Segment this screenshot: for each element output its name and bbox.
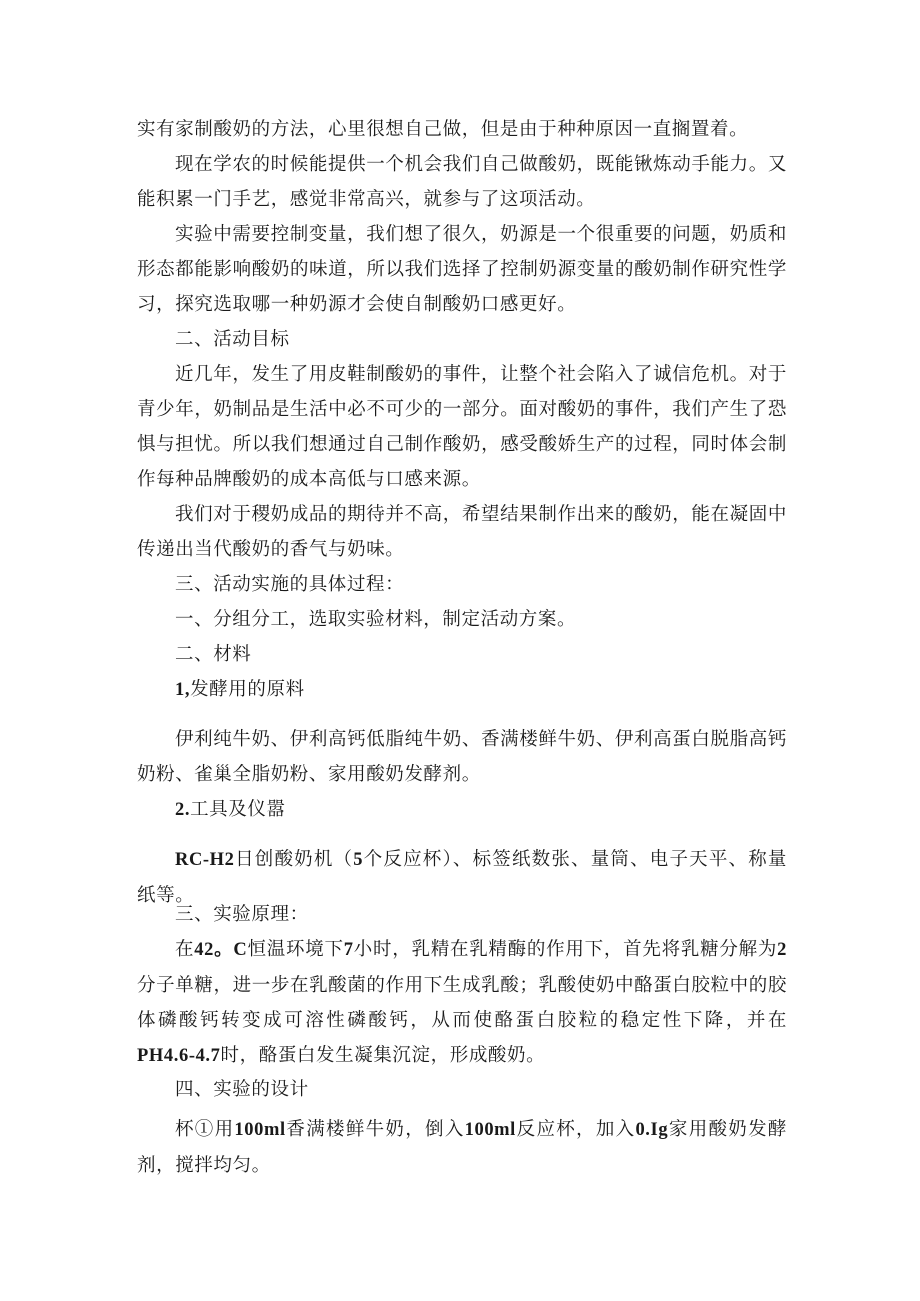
text: 小时，乳精在乳精酶的作用下，首先将乳糖分解为 (353, 939, 778, 960)
paragraph-1 (137, 112, 787, 147)
text: 日创酸奶机（ (234, 849, 354, 870)
text: 三、实验原理： (175, 904, 309, 925)
text: 在 (175, 939, 195, 960)
text: 伊利纯牛奶、伊利高钙低脂纯牛奶、香满楼鲜牛奶、伊利高蛋白脱脂高钙奶粉、雀巢全脂奶粉、家用酸奶发酵剂。 (137, 729, 787, 785)
text: 我们对于稷奶成品的期待并不高，希望结果制作出来的酸奶，能在凝固中传递出当代酸奶的香气与奶味。 (137, 504, 787, 560)
volume: 100ml (234, 1120, 286, 1140)
heading-raw-materials (137, 672, 787, 708)
heading-materials (137, 637, 787, 672)
text: 发酵用的原料 (190, 679, 305, 700)
paragraph-principle (137, 932, 787, 1074)
text: 香满楼鲜牛奶，倒入 (285, 1119, 465, 1140)
text: 杯①用 (175, 1119, 235, 1140)
heading-activity-goals (137, 322, 787, 357)
text: 分子单糖，进一步在乳酸菌的作用下生成乳酸；乳酸使奶中酪蛋白胶粒中的胶体磷酸钙转变成可溶性磷酸钙，从而使酪蛋白胶粒的稳定性下降，并在 (137, 975, 787, 1031)
text: 现在学农的时候能提供一个机会我们自己做酸奶，既能锹炼动手能力。又能积累一门手艺，感觉非常高兴，就参与了这项活动。 (137, 154, 787, 210)
temperature: 42。C (194, 940, 248, 960)
number: 1, (175, 680, 191, 700)
paragraph-design (137, 1112, 787, 1183)
paragraph-3 (137, 217, 787, 322)
number: 2 (777, 940, 787, 960)
text: 实验中需要控制变量，我们想了很久，奶源是一个很重要的问题，奶质和形态都能影响酸奶的味道，所以我们选择了控制奶源变量的酸奶制作研究性学习，探究选取哪一种奶源才会使自制酸奶口感更好。 (137, 224, 787, 315)
text: 工具及仪嚣 (190, 799, 286, 820)
text: 一、分组分工，选取实验材料，制定活动方案。 (175, 609, 577, 630)
mass: 0.Ig (635, 1120, 669, 1140)
paragraph-raw-materials (137, 722, 787, 792)
text: 反应杯，加入 (515, 1119, 636, 1140)
paragraph-5 (137, 497, 787, 567)
text: 二、活动目标 (175, 329, 290, 350)
ph-range: PH4.6-4.7 (137, 1046, 221, 1066)
number: 2. (175, 800, 191, 820)
heading-design (137, 1072, 787, 1107)
heading-process (137, 567, 787, 602)
text: 四、实验的设计 (175, 1079, 309, 1100)
text: 恒温环境下 (247, 939, 344, 960)
paragraph-4 (137, 357, 787, 497)
volume: 100ml (464, 1120, 516, 1140)
heading-grouping (137, 602, 787, 637)
heading-tools (137, 792, 787, 828)
text: 个反应杯）、标签纸数张、量筒、电子天平、称量纸等。 (137, 849, 787, 906)
heading-principle (137, 897, 787, 932)
paragraph-2 (137, 147, 787, 217)
text: 实有家制酸奶的方法，心里很想自己做，但是由于种种原因一直搁置着。 (137, 119, 749, 140)
number: 7 (343, 940, 354, 960)
text: 三、活动实施的具体过程： (175, 574, 405, 595)
text: 二、材料 (175, 644, 252, 665)
model-number: RC-H2 (175, 850, 235, 870)
text: 时，酪蛋白发生凝集沉淀，形成酸奶。 (220, 1045, 546, 1066)
text: 近几年，发生了用皮鞋制酸奶的事件，让整个社会陷入了诚信危机。对于青少年，奶制品是生活中必不可少的一部分。面对酸奶的事件，我们产生了恐惧与担忧。所以我们想通过自己制作酸奶，感受酸娇生产的过程，同时体会制作每种品牌酸奶的成本高低与口感来源。 (137, 364, 787, 490)
number: 5 (353, 850, 364, 870)
text: 家用酸奶发酵剂，搅拌均匀。 (137, 1119, 787, 1176)
